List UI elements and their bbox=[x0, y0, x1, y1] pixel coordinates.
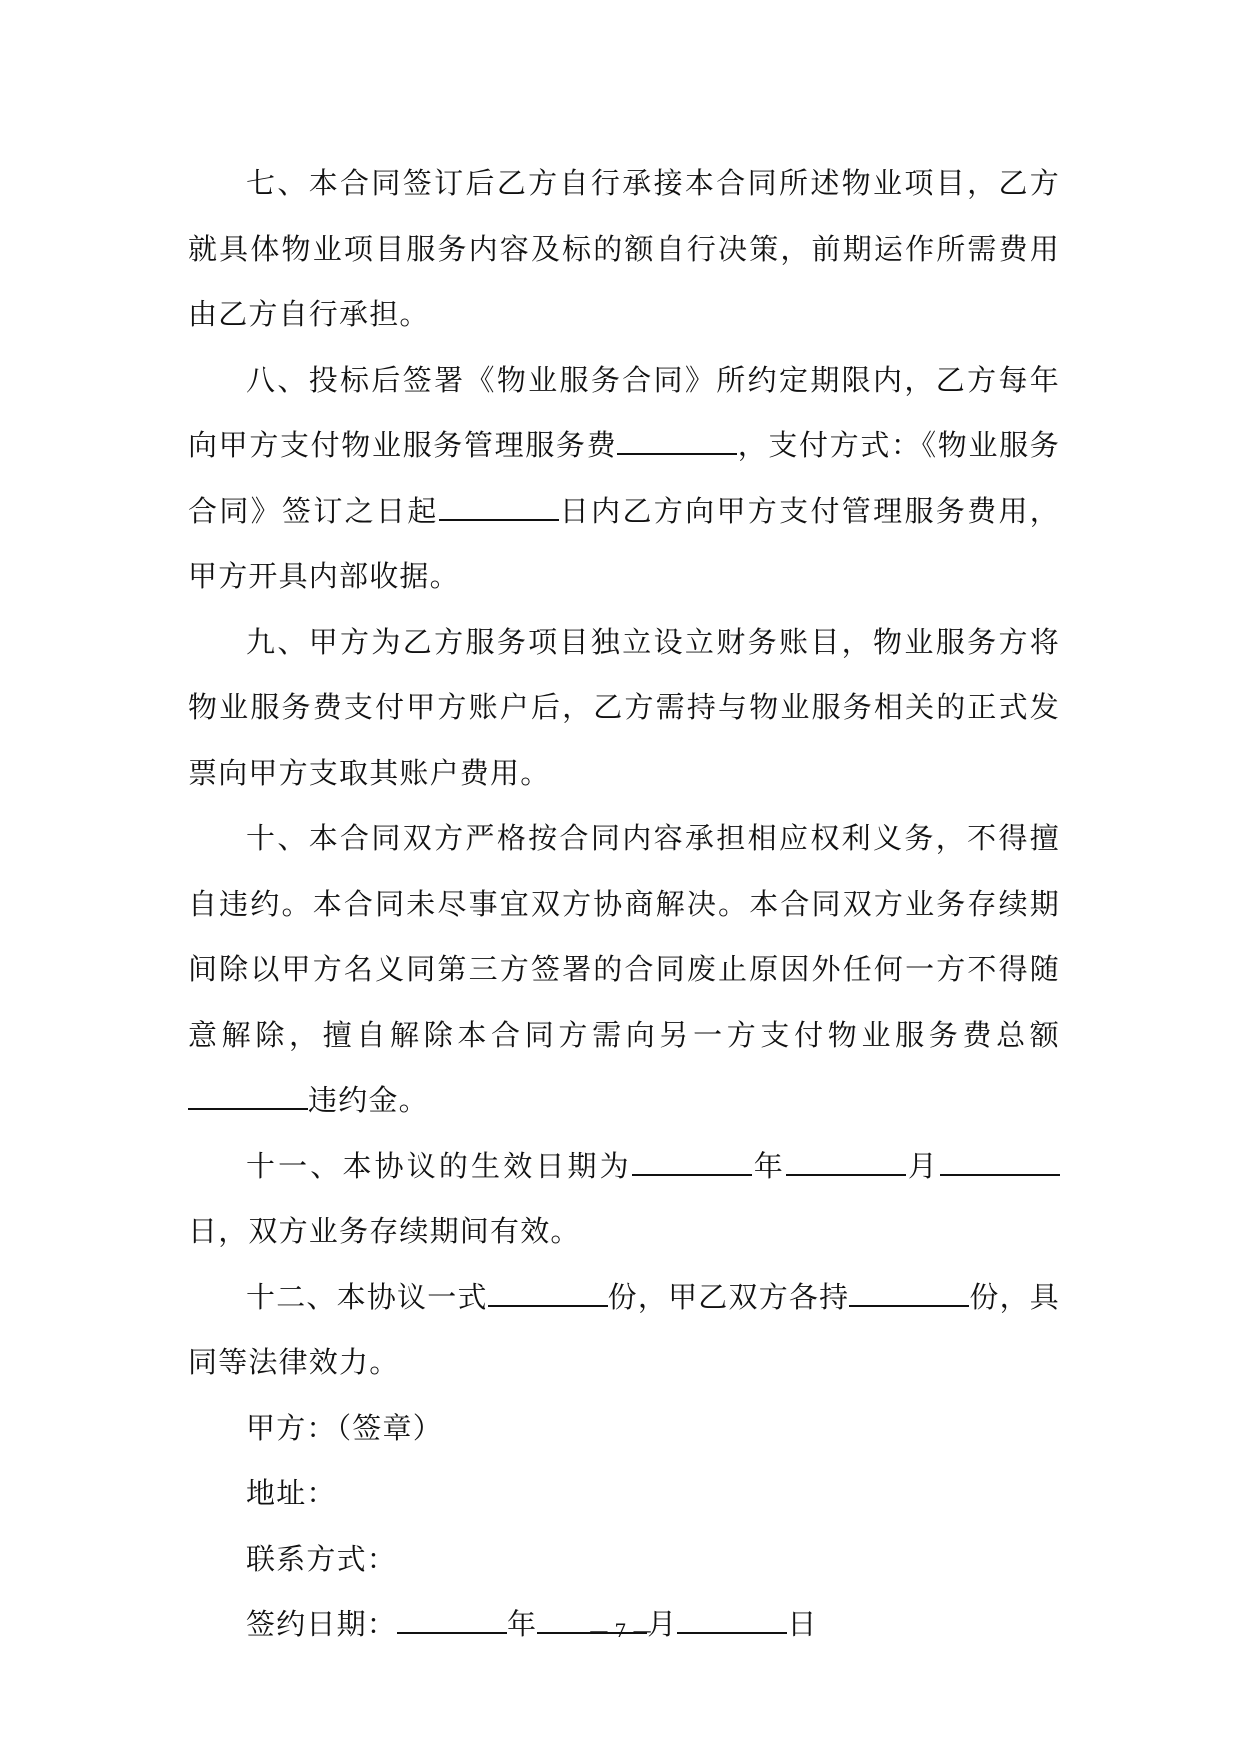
clause-10 bbox=[188, 806, 1060, 1134]
effective-month-blank[interactable] bbox=[786, 1150, 906, 1176]
signing-day-label: 日 bbox=[787, 1607, 818, 1641]
clause-7-text: 七、本合同签订后乙方自行承接本合同所述物业项目，乙方就具体物业项目服务内容及标的额自行决策，前期运作所需费用由乙方自行承担。 bbox=[188, 166, 1060, 331]
clause-11 bbox=[188, 1134, 1060, 1265]
fee-blank[interactable] bbox=[617, 429, 737, 455]
effective-day-blank[interactable] bbox=[940, 1150, 1060, 1176]
clause-11-text-d: 日，双方业务存续期间有效。 bbox=[188, 1214, 581, 1248]
clause-12-text-a: 十二、本协议一式 bbox=[246, 1279, 488, 1314]
clause-11-month: 月 bbox=[905, 1148, 941, 1183]
clause-9-text: 九、甲方为乙方服务项目独立设立财务账目，物业服务方将物业服务费支付甲方账户后，乙方需持与物业服务相关的正式发票向甲方支取其账户费用。 bbox=[188, 624, 1060, 790]
clause-11-text-a: 十一、本协议的生效日期为 bbox=[246, 1148, 632, 1183]
copies-each-blank[interactable] bbox=[849, 1281, 969, 1307]
penalty-blank[interactable] bbox=[188, 1084, 308, 1110]
clause-12-text-b: 份，甲乙双方各持 bbox=[607, 1279, 850, 1314]
signing-year-label: 年 bbox=[507, 1607, 538, 1641]
address-line bbox=[188, 1461, 1060, 1527]
party-a-label: 甲方：（签章） bbox=[246, 1410, 443, 1445]
clause-8-text-a: 八、投标后签署《物业服务合同》所约定期限内，乙方每年向甲方支付物业服务管理服务费 bbox=[188, 362, 1060, 462]
contract-body bbox=[188, 151, 1060, 1658]
signing-month-label: 月 bbox=[647, 1607, 678, 1641]
clause-11-year: 年 bbox=[751, 1148, 786, 1183]
page-number: — 7 — bbox=[589, 1620, 652, 1642]
contact-label: 联系方式： bbox=[246, 1541, 398, 1576]
clause-8-text-b: ，支付方式：《物业服务合同》签订之日起 bbox=[188, 428, 1060, 528]
signing-date-label: 签约日期： bbox=[246, 1607, 398, 1641]
effective-year-blank[interactable] bbox=[632, 1150, 752, 1176]
clause-7 bbox=[188, 151, 1060, 348]
party-a-signature bbox=[188, 1396, 1060, 1462]
clause-10-text-b: 违约金。 bbox=[308, 1083, 429, 1117]
clause-10-text-a: 十、本合同双方严格按合同内容承担相应权利义务，不得擅自违约。本合同未尽事宜双方协商解决。本合同双方业务存续期间除以甲方名义同第三方签署的合同废止原因外任何一方不得随意解除，擅自解除本合同方需向另一方支付物业服务费总额 bbox=[188, 821, 1060, 1052]
address-label: 地址： bbox=[246, 1476, 337, 1510]
clause-8-text-c: 日内乙方向甲方支付管理服务费用，甲方开具内部收据。 bbox=[188, 493, 1060, 593]
clause-12-text-c: 份，具同等法律效力。 bbox=[188, 1279, 1060, 1379]
clause-9 bbox=[188, 610, 1060, 807]
copies-total-blank[interactable] bbox=[488, 1281, 608, 1307]
clause-12 bbox=[188, 1265, 1060, 1396]
contact-line bbox=[188, 1527, 1060, 1593]
clause-8 bbox=[188, 348, 1060, 610]
payment-days-blank[interactable] bbox=[439, 495, 559, 521]
